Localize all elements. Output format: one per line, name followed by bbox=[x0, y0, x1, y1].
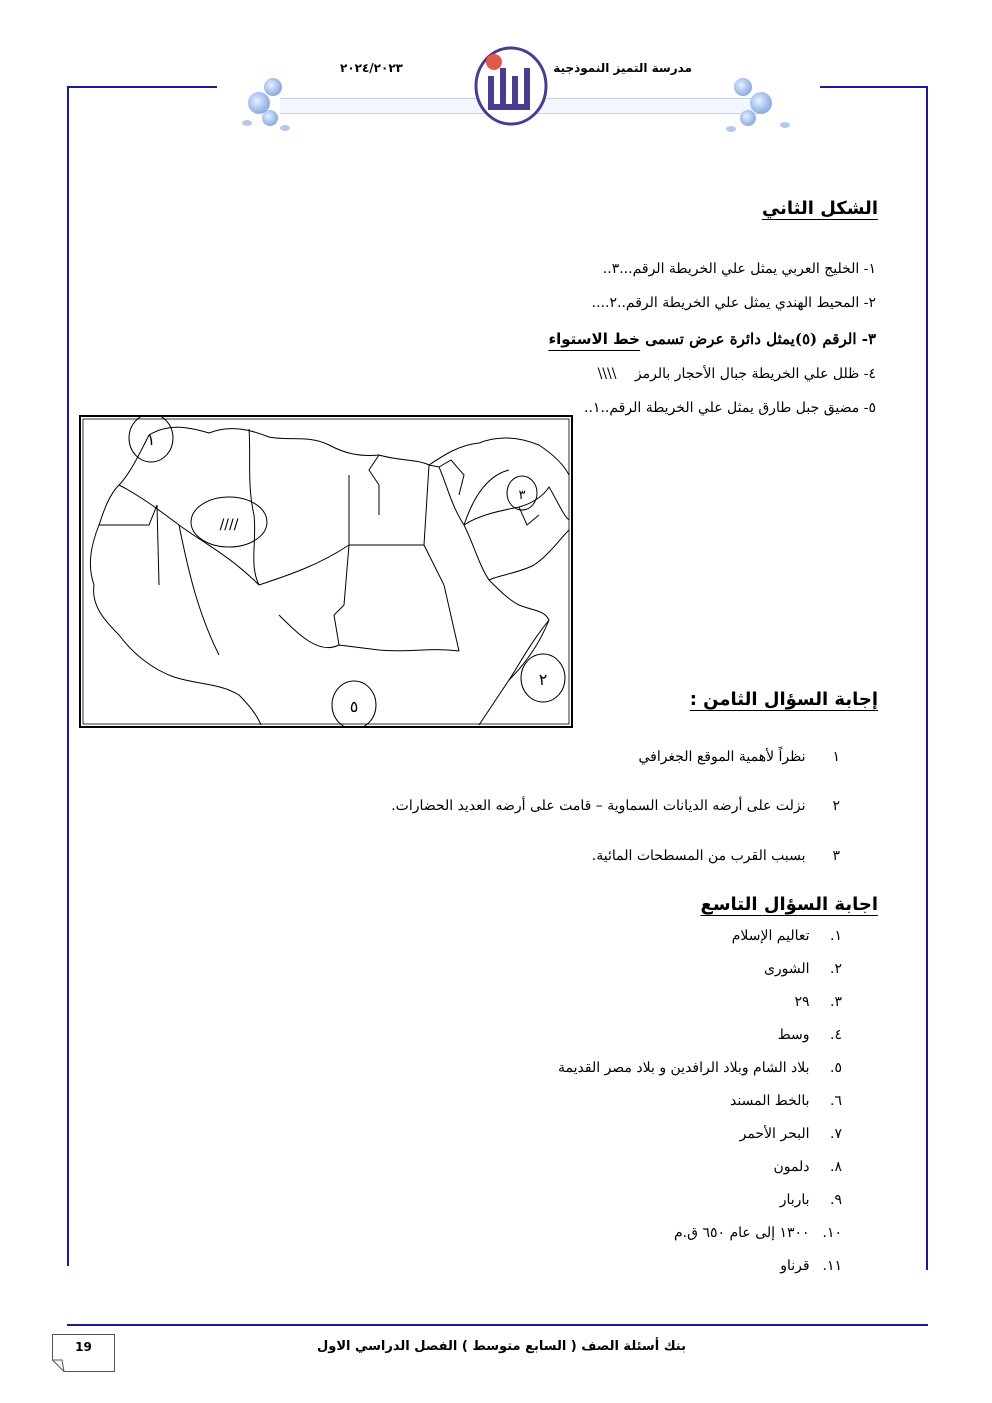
q9-item-text: ٢٩ bbox=[794, 994, 810, 1010]
frame-top-right bbox=[820, 86, 928, 88]
q9-item-num: ٦. bbox=[830, 1093, 842, 1109]
figure2-item-3-answer: خط الاستواء bbox=[548, 330, 640, 348]
flower-icon bbox=[264, 78, 282, 96]
map-label-2: ٢ bbox=[538, 670, 548, 689]
figure2-item-3-text: ٣- الرقم (٥)يمثل دائرة عرض تسمى bbox=[645, 330, 876, 348]
flower-icon bbox=[740, 110, 756, 126]
q9-item-num: ١. bbox=[830, 928, 842, 944]
figure2-item-2: ٢- المحيط الهندي يمثل علي الخريطة الرقم..٢.... bbox=[591, 295, 876, 311]
q9-item bbox=[558, 1060, 842, 1076]
q8-item-num: ١ bbox=[832, 749, 840, 765]
figure2-item-4 bbox=[598, 366, 876, 382]
q8-item bbox=[592, 848, 840, 864]
q9-item-text: باربار bbox=[779, 1192, 810, 1208]
q9-item-num: ٢. bbox=[830, 961, 842, 977]
q9-item bbox=[740, 1126, 842, 1142]
map-hatch-area: //// bbox=[219, 517, 239, 533]
school-logo bbox=[474, 46, 548, 126]
q9-item-num: ٤. bbox=[830, 1027, 842, 1043]
q9-item bbox=[795, 994, 843, 1010]
q9-item bbox=[674, 1225, 842, 1241]
hatch-symbol: \\\\ bbox=[597, 366, 617, 382]
q9-item-num: ١١. bbox=[822, 1258, 842, 1274]
arab-world-map bbox=[79, 415, 573, 728]
q9-item-num: ١٠. bbox=[822, 1225, 842, 1241]
q9-item bbox=[764, 961, 842, 977]
page-number-box bbox=[52, 1334, 115, 1372]
q9-item-num: ٩. bbox=[830, 1192, 842, 1208]
q9-item-text: بالخط المسند bbox=[730, 1093, 810, 1109]
q9-item bbox=[780, 1192, 842, 1208]
figure2-item-5: ٥- مضيق جبل طارق يمثل علي الخريطة الرقم..١.. bbox=[584, 400, 876, 416]
map-label-1: ١ bbox=[146, 430, 156, 449]
q9-item-num: ٨. bbox=[830, 1159, 842, 1175]
footer-rule bbox=[67, 1324, 928, 1326]
figure2-item-1: ١- الخليج العربي يمثل علي الخريطة الرقم...٣.. bbox=[602, 261, 876, 277]
figure2-item-3 bbox=[548, 330, 876, 348]
q9-item bbox=[778, 1027, 842, 1043]
q9-item bbox=[780, 1258, 842, 1274]
q8-item-num: ٢ bbox=[832, 798, 840, 814]
q9-item bbox=[773, 1159, 842, 1175]
q8-item bbox=[638, 749, 840, 765]
q8-item-text: نزلت على أرضه الديانات السماوية – قامت على أرضه العديد الحضارات. bbox=[391, 798, 806, 814]
q8-item-text: بسبب القرب من المسطحات المائية. bbox=[591, 848, 806, 864]
q9-item-text: دلمون bbox=[773, 1159, 810, 1175]
q8-item-num: ٣ bbox=[832, 848, 840, 864]
map-label-5: ٥ bbox=[349, 697, 359, 716]
q9-item-text: تعاليم الإسلام bbox=[731, 928, 810, 944]
q9-item bbox=[732, 928, 842, 944]
q9-item-text: وسط bbox=[777, 1027, 810, 1043]
map-label-3: ٣ bbox=[518, 488, 526, 503]
frame-right bbox=[926, 86, 928, 1270]
figure2-title: الشكل الثاني bbox=[761, 198, 878, 219]
school-name: مدرسة التميز النموذجية bbox=[553, 61, 692, 75]
q9-item-num: ٧. bbox=[830, 1126, 842, 1142]
flower-icon bbox=[750, 92, 772, 114]
flower-icon bbox=[262, 110, 278, 126]
q9-item-text: ١٣٠٠ إلى عام ٦٥٠ ق.م bbox=[674, 1225, 810, 1241]
frame-top-left bbox=[67, 86, 217, 88]
frame-left bbox=[67, 86, 69, 1266]
footer-text: بنك أسئلة الصف ( السابع متوسط ) الفصل الدراسي الاول bbox=[316, 1339, 686, 1354]
figure2-item-4-text: ٤- ظلل علي الخريطة جبال الأحجار بالرمز bbox=[634, 366, 876, 382]
q9-item-num: ٣. bbox=[830, 994, 842, 1010]
q9-item-text: البحر الأحمر bbox=[739, 1126, 810, 1142]
q9-item bbox=[730, 1093, 842, 1109]
q9-item-num: ٥. bbox=[830, 1060, 842, 1076]
school-year: ٢٠٢٤/٢٠٢٣ bbox=[340, 61, 403, 75]
q8-item-text: نظراً لأهمية الموقع الجغرافي bbox=[638, 749, 806, 765]
q9-title: اجابة السؤال التاسع bbox=[700, 894, 878, 915]
page-number: 19 bbox=[75, 1340, 92, 1354]
q8-title: إجابة السؤال الثامن : bbox=[689, 689, 878, 710]
q9-item-text: الشورى bbox=[763, 961, 810, 977]
flower-icon bbox=[734, 78, 752, 96]
q9-item-text: بلاد الشام وبلاد الرافدين و بلاد مصر القديمة bbox=[558, 1060, 810, 1076]
q8-item bbox=[391, 798, 840, 814]
q9-item-text: قرناو bbox=[780, 1258, 810, 1274]
